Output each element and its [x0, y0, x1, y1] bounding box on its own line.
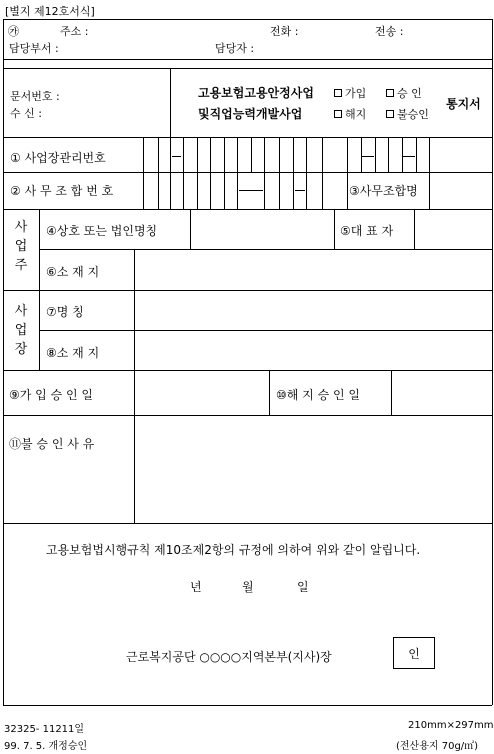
grid2-i [279, 172, 280, 209]
grid1-s [416, 137, 417, 172]
grid2-d [197, 172, 198, 209]
dash1-b [361, 156, 374, 157]
grid1-m [322, 137, 323, 172]
title-line2: 및직업능력개발사업 [198, 107, 303, 121]
grid1-i [264, 137, 265, 172]
site-group-label [11, 302, 31, 359]
field-2-label: ② 사 무 조 합 번 호 [10, 184, 114, 198]
person-label: 담당자 : [215, 42, 255, 55]
doc-no-label: 문서번호 : [10, 90, 60, 103]
row-line-6 [3, 415, 492, 416]
grid1-a [158, 137, 159, 172]
grid2-k [306, 172, 307, 209]
grid2-l [322, 172, 323, 209]
header-divider [170, 68, 171, 137]
f5-left-divider [334, 209, 335, 249]
opt-cancel [332, 106, 366, 122]
phone-label: 전화 : [270, 25, 299, 38]
approve-checkbox[interactable] [386, 89, 394, 97]
grid1-n [347, 137, 348, 172]
grid2-b [170, 172, 171, 209]
send-label: 전송 : [375, 25, 404, 38]
frame-left-line [3, 19, 4, 705]
grid2-c [183, 172, 184, 209]
f5-divider [414, 209, 415, 249]
divider-line [3, 59, 492, 60]
f11-divider [134, 415, 135, 523]
owner-char-3: 주 [14, 258, 28, 273]
footer-paper: (전산용지 70g/㎡) [396, 741, 479, 752]
recipient-label: 수 신 : [10, 107, 42, 120]
grid2-g [237, 172, 238, 209]
grid1-c [183, 137, 184, 172]
site-char-1: 사 [14, 304, 28, 319]
field-10-label: ⑩해 지 승 인 일 [276, 388, 360, 402]
issuer-name: 근로복지공단 ○○○○지역본부(지사)장 [126, 650, 332, 664]
field-6-label: ⑥소 재 지 [46, 265, 100, 279]
f3-divider [429, 172, 430, 209]
grid2-h [264, 172, 265, 209]
row-line-2 [3, 172, 492, 173]
dash1-c [402, 156, 415, 157]
opt-join [332, 85, 366, 101]
opt-approve [384, 85, 422, 101]
join-label: 가입 [345, 87, 367, 100]
opt-reject [384, 106, 429, 122]
grid1-b [170, 137, 171, 172]
seal-label: 인 [408, 646, 420, 661]
frame-right-line [492, 19, 493, 705]
field-9-label: ⑨가 입 승 인 일 [9, 388, 93, 402]
date-year: 년 [190, 580, 202, 594]
notice-text: 고용보험법시행규칙 제10조제2항의 규정에 의하여 위와 같이 알립니다. [46, 543, 421, 557]
field-5-label: ⑤대 표 자 [340, 224, 394, 238]
row1-label-divider [143, 137, 144, 209]
row-line-1 [3, 137, 492, 138]
footer-size: 210mm×297mm [408, 720, 494, 731]
row-line-3 [3, 209, 492, 210]
reject-checkbox[interactable] [386, 110, 394, 118]
field-1-label: ① 사업장관리번호 [10, 151, 106, 165]
reject-label: 불승인 [397, 108, 429, 121]
grid1-h [251, 137, 252, 172]
grid2-j [293, 172, 294, 209]
grid1-k [293, 137, 294, 172]
grid1-o [361, 137, 362, 172]
f4-divider [190, 209, 191, 249]
grid1-d [197, 137, 198, 172]
address-label: 주소 : [60, 25, 89, 38]
grid2-m [347, 172, 348, 209]
row-line-7 [3, 523, 492, 524]
row-line-4 [3, 290, 492, 291]
f9-divider [134, 370, 135, 415]
field-7-label: ⑦명 칭 [46, 305, 84, 319]
frame-top-line [3, 19, 492, 20]
grid2-e [210, 172, 211, 209]
grid1-l [306, 137, 307, 172]
dash1-a [172, 156, 181, 157]
title-line1: 고용보험고용안정사업 [198, 86, 314, 100]
site-char-3: 장 [14, 342, 28, 357]
grid1-t [429, 137, 430, 172]
footer-approval: 99. 7. 5. 개정승인 [4, 741, 88, 752]
owner-group-label [11, 218, 31, 275]
date-day: 일 [297, 580, 309, 594]
grid1-r [402, 137, 403, 172]
frame-bottom-line [3, 705, 492, 706]
cancel-checkbox[interactable] [334, 110, 342, 118]
site-mid-line [39, 330, 492, 331]
field-4-label: ④상호 또는 법인명칭 [46, 224, 158, 238]
owner-char-1: 사 [14, 220, 28, 235]
grid1-j [279, 137, 280, 172]
notice-title: 통지서 [446, 97, 481, 111]
footer-code: 32325- 11211일 [4, 724, 85, 735]
approve-label: 승 인 [397, 87, 422, 100]
owner-char-2: 업 [14, 239, 28, 254]
seal-box [393, 637, 435, 669]
grid2-f [224, 172, 225, 209]
dash2-b [295, 190, 305, 191]
date-month: 월 [242, 580, 254, 594]
dept-label: 담당부서 : [9, 42, 59, 55]
grid1-q [388, 137, 389, 172]
join-checkbox[interactable] [334, 89, 342, 97]
grid1-f [224, 137, 225, 172]
field-3-label: ③사무조합명 [349, 184, 418, 198]
grid2-a [158, 172, 159, 209]
cancel-label: 해지 [345, 108, 367, 121]
row-line-5 [3, 370, 492, 371]
field-11-label: ⑪불 승 인 사 유 [9, 437, 95, 451]
field-8-label: ⑧소 재 지 [46, 346, 100, 360]
f10-left-divider [269, 370, 270, 415]
owner-mid-line [39, 249, 492, 250]
f6-divider [134, 249, 135, 290]
grid1-g [237, 137, 238, 172]
dash2-a [239, 190, 263, 191]
table-top-line [3, 68, 492, 69]
f10-divider [391, 370, 392, 415]
grid1-p [375, 137, 376, 172]
form-tag: [별지 제12호서식] [5, 5, 95, 18]
grid1-e [210, 137, 211, 172]
site-char-2: 업 [14, 323, 28, 338]
symbol-mark: ㉮ [8, 25, 19, 38]
